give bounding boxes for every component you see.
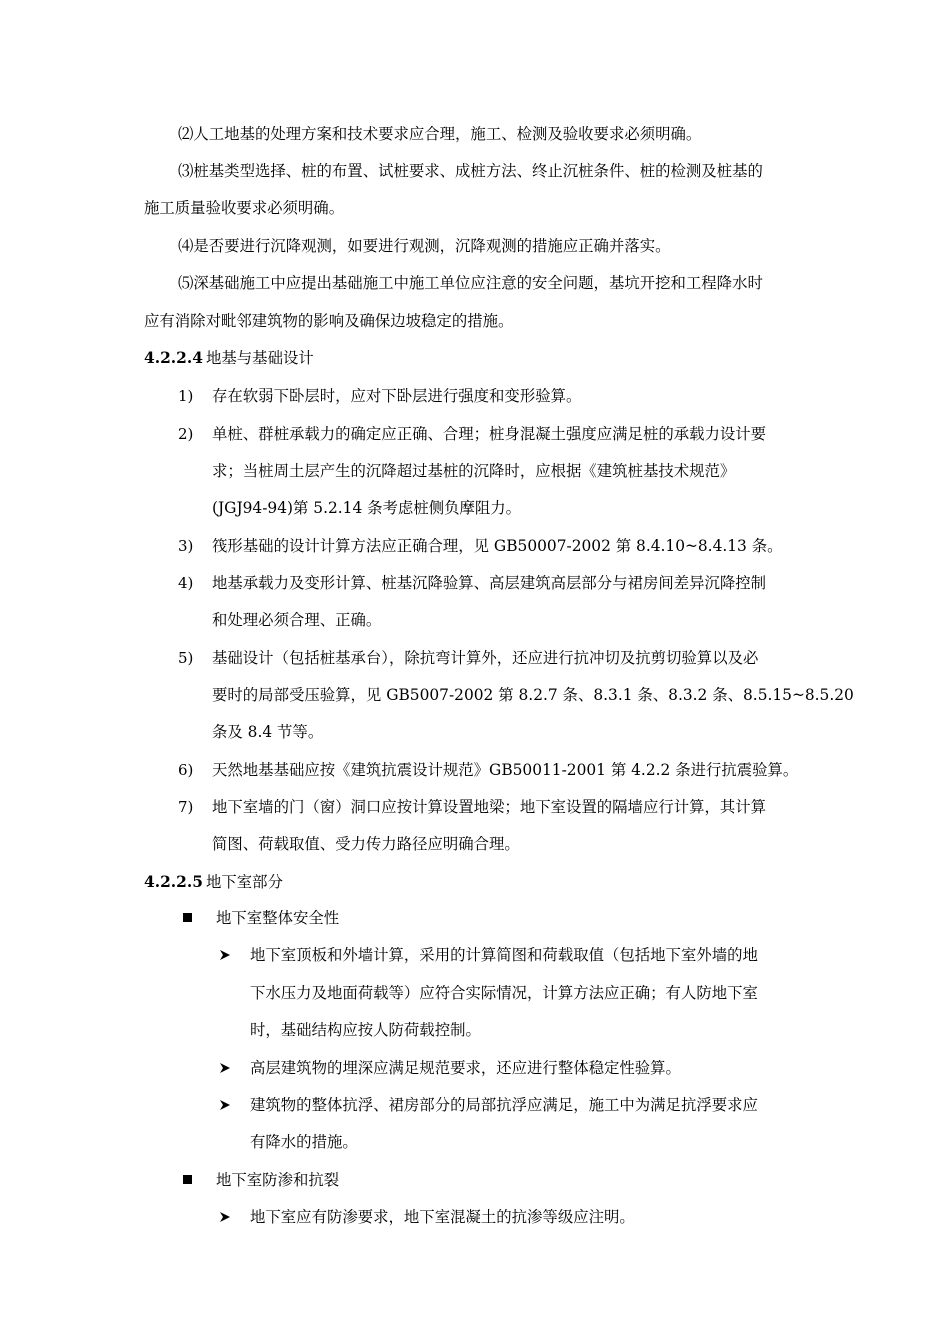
arrowhead-icon: [219, 1099, 231, 1111]
item-text: (JGJ94-94)第 5.2.14 条考虑桩侧负摩阻力。: [212, 499, 522, 517]
item-number: 7): [178, 798, 194, 816]
item-number: 6): [178, 761, 194, 779]
black-square-icon: [183, 1175, 192, 1184]
item-number: 3): [178, 537, 194, 555]
item-text: 地基承载力及变形计算、桩基沉降验算、高层建筑高层部分与裙房间差异沉降控制: [212, 574, 767, 592]
paragraph-5-line-2: 应有消除对毗邻建筑物的影响及确保边坡稳定的措施。: [144, 312, 514, 330]
section-4225-title: 地下室部分: [206, 873, 283, 891]
item-text: 要时的局部受压验算，见 GB5007-2002 第 8.2.7 条、8.3.1 条、8.3.2 条、8.5.15~8.5.20: [212, 686, 854, 704]
arrowhead-icon: [219, 1211, 231, 1223]
bullet-text: 地下室顶板和外墙计算，采用的计算简图和荷载取值（包括地下室外墙的地: [250, 946, 758, 964]
item-text: 筏形基础的设计计算方法应正确合理，见 GB50007-2002 第 8.4.10~8.4.13 条。: [212, 537, 783, 555]
item-number: 1): [178, 387, 194, 405]
item-number: 2): [178, 425, 194, 443]
bullet-text: 地下室应有防渗要求，地下室混凝土的抗渗等级应注明。: [250, 1208, 635, 1226]
section-4225-number: 4.2.2.5: [144, 873, 203, 891]
paragraph-4-line-1: ⑷是否要进行沉降观测，如要进行观测，沉降观测的措施应正确并落实。: [178, 237, 671, 255]
item-text: 条及 8.4 节等。: [212, 723, 324, 741]
item-text: 求；当桩周土层产生的沉降超过基桩的沉降时，应根据《建筑桩基技术规范》: [212, 462, 736, 480]
item-text: 天然地基基础应按《建筑抗震设计规范》GB50011-2001 第 4.2.2 条进行抗震验算。: [212, 761, 799, 779]
group-heading: 地下室防渗和抗裂: [216, 1171, 340, 1189]
paragraph-2-line-1: ⑵人工地基的处理方案和技术要求应合理，施工、检测及验收要求必须明确。: [178, 125, 702, 143]
item-text: 单桩、群桩承载力的确定应正确、合理；桩身混凝土强度应满足桩的承载力设计要: [212, 425, 767, 443]
item-text: 简图、荷载取值、受力传力路径应明确合理。: [212, 835, 520, 853]
arrowhead-icon: [219, 1062, 231, 1074]
bullet-text: 建筑物的整体抗浮、裙房部分的局部抗浮应满足，施工中为满足抗浮要求应: [250, 1096, 758, 1114]
bullet-text: 有降水的措施。: [250, 1133, 358, 1151]
bullet-text: 时，基础结构应按人防荷载控制。: [250, 1021, 481, 1039]
item-text: 基础设计（包括桩基承台），除抗弯计算外，还应进行抗冲切及抗剪切验算以及必: [212, 649, 759, 667]
section-4224-title: 地基与基础设计: [206, 349, 314, 367]
group-heading: 地下室整体安全性: [216, 909, 340, 927]
item-text: 存在软弱下卧层时，应对下卧层进行强度和变形验算。: [212, 387, 582, 405]
black-square-icon: [183, 913, 192, 922]
arrowhead-icon: [219, 949, 231, 961]
bullet-text: 高层建筑物的埋深应满足规范要求，还应进行整体稳定性验算。: [250, 1059, 681, 1077]
paragraph-3-line-2: 施工质量验收要求必须明确。: [144, 199, 345, 217]
item-text: 地下室墙的门（窗）洞口应按计算设置地梁；地下室设置的隔墙应行计算，其计算: [212, 798, 767, 816]
section-4224-number: 4.2.2.4: [144, 349, 203, 367]
paragraph-5-line-1: ⑸深基础施工中应提出基础施工中施工单位应注意的安全问题，基坑开挖和工程降水时: [178, 274, 763, 292]
paragraph-3-line-1: ⑶桩基类型选择、桩的布置、试桩要求、成桩方法、终止沉桩条件、桩的检测及桩基的: [178, 162, 763, 180]
item-text: 和处理必须合理、正确。: [212, 611, 382, 629]
bullet-text: 下水压力及地面荷载等）应符合实际情况，计算方法应正确；有人防地下室: [250, 984, 758, 1002]
item-number: 4): [178, 574, 194, 592]
item-number: 5): [178, 649, 194, 667]
